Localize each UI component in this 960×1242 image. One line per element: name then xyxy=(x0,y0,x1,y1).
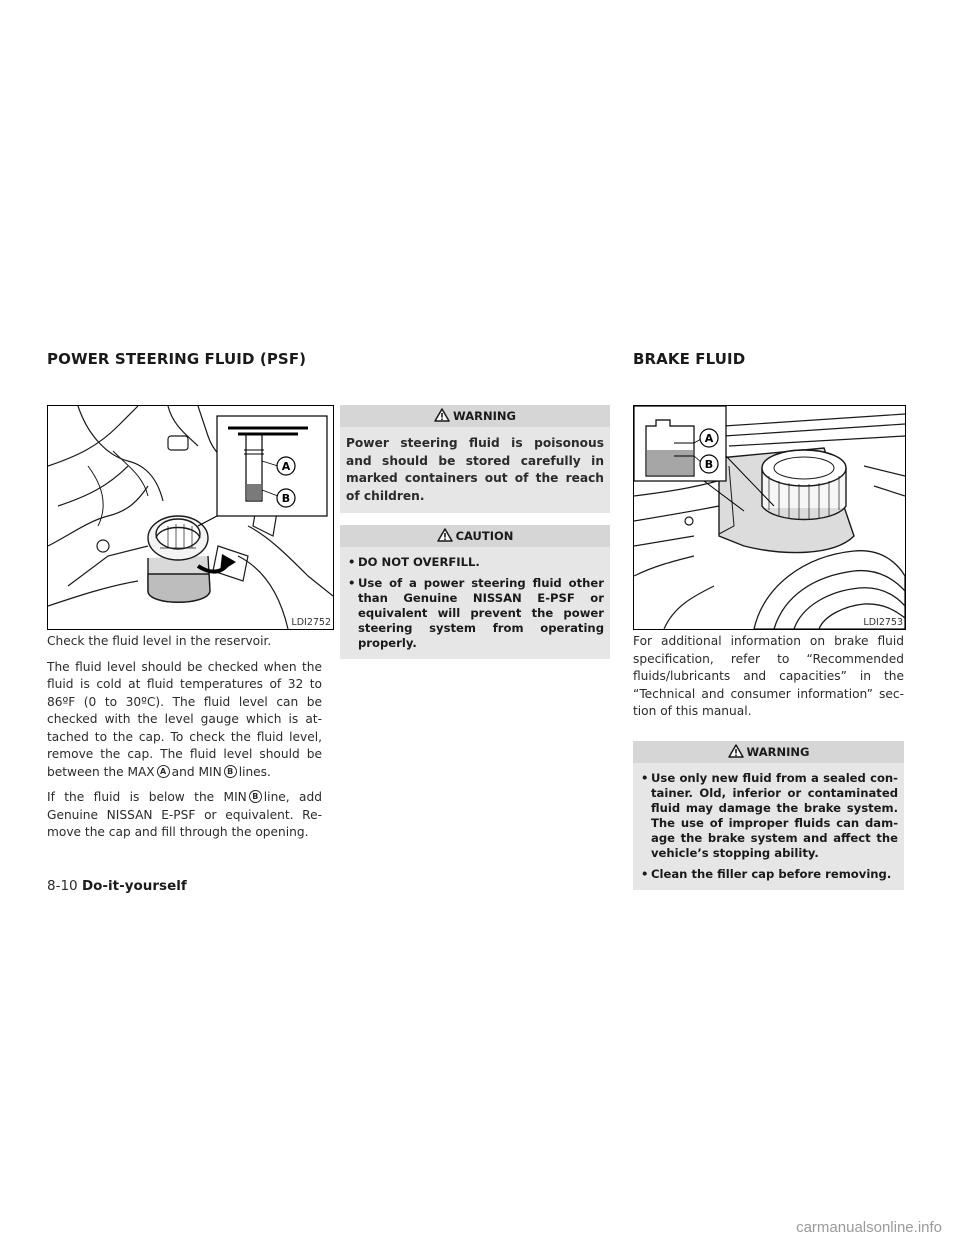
figure-code-brake: LDI2753 xyxy=(863,617,903,628)
psf-reservoir-illustration xyxy=(47,405,334,630)
psf-caution-box xyxy=(340,525,610,659)
psf-warning-header xyxy=(340,405,610,427)
brake-callout-a: A xyxy=(704,432,714,445)
brake-warning-item: • Use only new fluid from a sealed con-tainer. Old, inferior or contaminated fluid may damage the brake system. The use of improper fluids can dam-age the brake system and affect the vehicle’s stopping ability. xyxy=(639,771,898,861)
psf-callout-a: A xyxy=(281,460,291,473)
psf-warning-title: WARNING xyxy=(453,409,516,423)
section-title-brake-fluid: BRAKE FLUID xyxy=(633,350,746,368)
psf-add-text-2: line, add Genuine NISSAN E-PSF or equivalent. Re-move the cap and fill through the opening. xyxy=(47,790,323,839)
psf-caution-title: CAUTION xyxy=(455,529,514,543)
right-column-text xyxy=(633,633,904,890)
psf-add-text-1: If the fluid is below the MIN xyxy=(47,790,247,804)
section-title-power-steering: POWER STEERING FLUID (PSF) xyxy=(47,350,307,368)
chapter-title: Do-it-yourself xyxy=(81,878,187,894)
brake-warning-box xyxy=(633,741,904,890)
brake-warning-body xyxy=(633,763,904,890)
psf-caution-body xyxy=(340,547,610,659)
brake-warning-title: WARNING xyxy=(746,744,810,759)
page-footer xyxy=(47,878,187,894)
psf-add-paragraph xyxy=(47,789,322,842)
warning-triangle-icon xyxy=(434,408,450,422)
brake-info-paragraph: For additional information on brake fluid specification, refer to “Recommended fluids/lubricants and capacities” in the “Technical and consumer information” sec-tion of this manual. xyxy=(633,634,904,718)
psf-level-text-1: The fluid level should be checked when the fluid is cold at fluid temperatures of 32 to 86ºF (0 to 30ºC). The fluid level can be checked with the level gauge which is at-tached to the cap. To check the fluid level, remove the cap. The fluid level should be between the MAX xyxy=(47,659,322,779)
psf-level-paragraph xyxy=(47,659,322,782)
psf-callout-b: B xyxy=(281,492,291,505)
psf-warning-body xyxy=(340,427,610,513)
max-marker-icon: A xyxy=(157,765,170,778)
psf-check-paragraph: Check the fluid level in the reservoir. xyxy=(47,634,272,648)
middle-column-notices xyxy=(340,405,610,659)
caution-triangle-icon xyxy=(437,528,453,542)
brake-callout-b: B xyxy=(704,458,714,471)
site-watermark: carmanualsonline.info xyxy=(796,1219,942,1236)
caution-item: • DO NOT OVERFILL. xyxy=(346,555,604,570)
warning-triangle-icon xyxy=(728,744,744,758)
brake-warning-header xyxy=(633,741,904,763)
psf-level-text-2: and MIN xyxy=(171,764,222,779)
min-marker-icon: B xyxy=(224,765,237,778)
psf-caution-header xyxy=(340,525,610,547)
page-number: 8-10 xyxy=(47,878,78,894)
psf-warning-box xyxy=(340,405,610,513)
min-marker-icon-2: B xyxy=(249,790,262,803)
psf-engine-drawing xyxy=(48,406,333,629)
brake-reservoir-illustration xyxy=(633,405,906,630)
caution-item: • Use of a power steering fluid other than Genuine NISSAN E-PSF or equivalent will prevent the power steering system from operating properly. xyxy=(346,576,604,651)
psf-warning-text: Power steering fluid is poisonous and should be stored carefully in marked containers out of the reach of children. xyxy=(346,436,604,503)
brake-engine-drawing xyxy=(634,406,905,629)
left-column-text xyxy=(47,633,322,850)
brake-warning-item: • Clean the filler cap before removing. xyxy=(639,867,898,882)
figure-code-psf: LDI2752 xyxy=(291,617,331,628)
psf-level-text-3: lines. xyxy=(238,764,271,779)
